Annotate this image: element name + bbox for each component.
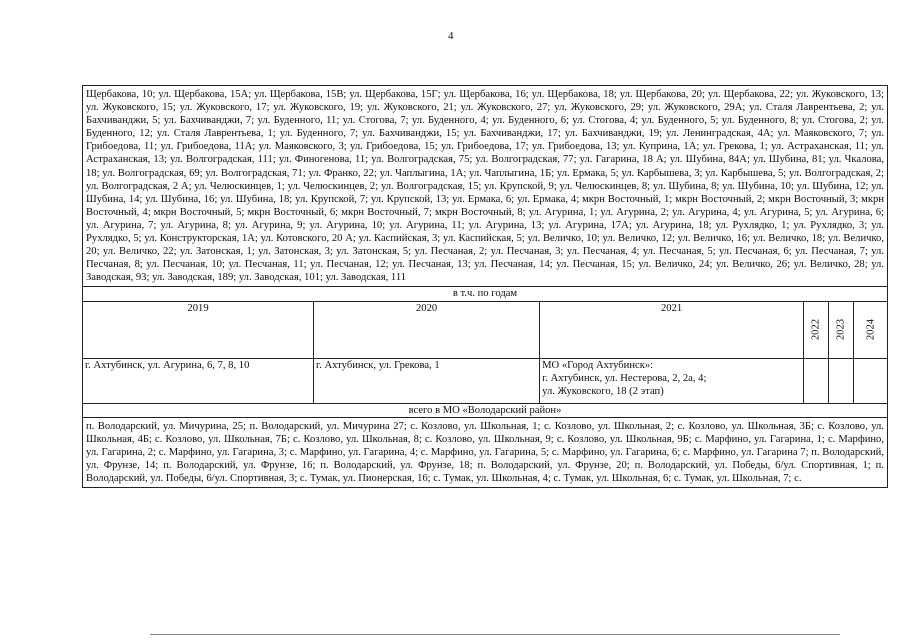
cell-2024 [854,358,888,403]
bottom-rule [150,634,840,635]
district-label: всего в МО «Володарский район» [83,403,888,417]
housing-program-table [82,85,888,488]
by-year-label: в т.ч. по годам [83,287,888,301]
year-2024-label: 2024 [864,318,876,341]
cell-2023 [829,358,854,403]
district-header-row [83,403,888,417]
cell-2020: г. Ахтубинск, ул. Грекова, 1 [314,358,540,403]
year-2023-header [829,301,854,358]
cell-2021-line2: г. Ахтубинск, ул. Нестерова, 2, 2а, 4; [542,372,707,384]
page-number: 4 [448,30,454,42]
cell-2022 [804,358,829,403]
addresses-row-volodarsky [83,417,888,487]
year-2021-header: 2021 [540,301,804,358]
year-2023-label: 2023 [835,318,847,341]
year-values-row [83,358,888,403]
addresses-row-akhtubinsk [83,86,888,287]
year-2022-header [804,301,829,358]
by-year-header-row [83,287,888,301]
year-2020-header: 2020 [314,301,540,358]
addresses-volodarsky: п. Володарский, ул. Мичурина, 25; п. Володарский, ул. Мичурина 27; с. Козлово, ул. Школьная, 1; с. Козлово, ул. Школьная, 2; с. Козлово, ул. Школьная, 3Б; с. Козлово, ул. Школьная, 4Б; с. Козлово, ул. Школьная, 7Б; с. Козлово, ул. Школьная, 8; с. Козлово, ул. Школьная, 9; с. Козлово, ул. Школьная, 9Б; с. Марфино, ул. Гагарина, 1; с. Марфино, ул. Гагарина, 2; с. Марфино, ул. Гагарина, 3; с. Марфино, ул. Гагарина, 4; с. Марфино, ул. Гагарина, 5; с. Марфино, ул. Гагарина, 6; с. Марфино, ул. Гагарина 7; п. Володарский, ул. Фрунзе, 14; п. Володарский, ул. Фрунзе, 16; п. Володарский, ул. Фрунзе, 18; п. Володарский, ул. Фрунзе, 20; п. Володарский, ул. Победы, 6/ул. Спортивная, 1; п. Володарский, ул. Победы, 6/ул. Спортивная, 3; с. Тумак, ул. Пионерская, 16; с. Тумак, ул. Школьная, 4; с. Тумак, ул. Школьная, 6; с. Тумак, ул. Школьная, 7; с. [83,417,888,487]
year-header-row [83,301,888,358]
year-2024-header [854,301,888,358]
cell-2019: г. Ахтубинск, ул. Агурина, 6, 7, 8, 10 [83,358,314,403]
addresses-akhtubinsk: Щербакова, 10; ул. Щербакова, 15А; ул. Щербакова, 15В; ул. Щербакова, 15Г; ул. Щербакова, 16; ул. Щербакова, 18; ул. Щербакова, 20; ул. Щербакова, 22; ул. Жуковского, 13; ул. Жуковского, 15; ул. Жуковского, 17; ул. Жуковского, 19; ул. Жуковского, 21; ул. Жуковского, 27; ул. Жуковского, 29; ул. Жуковского, 29А; ул. Сталя Лаврентьева, 2; ул. Бахчиванджи, 5; ул. Бахчиванджи, 7; ул. Буденного, 11; ул. Стогова, 7; ул. Буденного, 4; ул. Буденного, 6; ул. Стогова, 4; ул. Буденного, 5; ул. Буденного, 8; ул. Стогова, 2; ул. Буденного, 12; ул. Сталя Лаврентьева, 1; ул. Буденного, 7; ул. Бахчиванджи, 15; ул. Бахчиванджи, 17; ул. Бахчиванджи, 19; ул. Ленинградская, 4А; ул. Маяковского, 7; ул. Грибоедова, 11; ул. Грибоедова, 11А; ул. Маяковского, 3; ул. Грибоедова, 15; ул. Грибоедова, 17; ул. Грибоедова, 13; ул. Куприна, 1А; ул. Грекова, 1; ул. Астраханская, 11; ул. Астраханская, 13; ул. Волгоградская, 111; ул. Финогенова, 11; ул. Волгоградская, 75; ул. Волгоградская, 77; ул. Гагарина, 18 А; ул. Шубина, 84А; ул. Шубина, 81; ул. Чкалова, 18; ул. Волгоградская, 69; ул. Волгоградская, 71; ул. Франко, 22; ул. Чаплыгина, 1А; ул. Чаплыгина, 1Б; ул. Ермака, 5; ул. Карбышева, 3; ул. Карбышева, 5; ул. Волгоградская, 2; ул. Волгоградская, 2 А; ул. Челюскинцев, 1; ул. Челюскинцев, 2; ул. Волгоградская, 15; ул. Крупской, 9; ул. Челюскинцев, 8; ул. Шубина, 8; ул. Шубина, 10; ул. Шубина, 12; ул. Шубина, 14; ул. Шубина, 16; ул. Шубина, 18; ул. Крупской, 7; ул. Крупской, 13; ул. Ермака, 6; ул. Ермака, 4; мкрн Восточный, 1; мкрн Восточный, 2; мкрн Восточный, 3; мкрн Восточный, 4; мкрн Восточный, 5; мкрн Восточный, 6; мкрн Восточный, 7; мкрн Восточный, 8; ул. Агурина, 1; ул. Агурина, 2; ул. Агурина, 4; ул. Агурина, 5; ул. Агурина, 6; ул. Агурина, 7; ул. Агурина, 8; ул. Агурина, 9; ул. Агурина, 10; ул. Агурина, 11; ул. Агурина, 13; ул. Агурина, 17А; ул. Агурина, 18; ул. Рухлядко, 1; ул. Рухлядко, 3; ул. Рухлядко, 5; ул. Конструкторская, 1А; ул. Котовского, 20 А; ул. Каспийская, 3; ул. Каспийская, 5; ул. Величко, 10; ул. Величко, 12; ул. Величко, 16; ул. Величко, 18; ул. Величко, 20; ул. Величко, 22; ул. Затонская, 1; ул. Затонская, 3; ул. Затонская, 5; ул. Песчаная, 2; ул. Песчаная, 3; ул. Песчаная, 4; ул. Песчаная, 5; ул. Песчаная, 6; ул. Песчаная, 7; ул. Песчаная, 8; ул. Песчаная, 10; ул. Песчаная, 11; ул. Песчаная, 12; ул. Песчаная, 13; ул. Песчаная, 14; ул. Песчаная, 15; ул. Величко, 24; ул. Величко, 26; ул. Величко, 28; ул. Заводская, 93; ул. Заводская, 189; ул. Заводская, 101; ул. Заводская, 111 [83,86,888,287]
year-2019-header: 2019 [83,301,314,358]
cell-2021-line1: МО «Город Ахтубинск»: [542,359,654,371]
cell-2021 [540,358,804,403]
year-2022-label: 2022 [810,318,822,341]
cell-2021-line3: ул. Жуковского, 18 (2 этап) [542,385,664,397]
